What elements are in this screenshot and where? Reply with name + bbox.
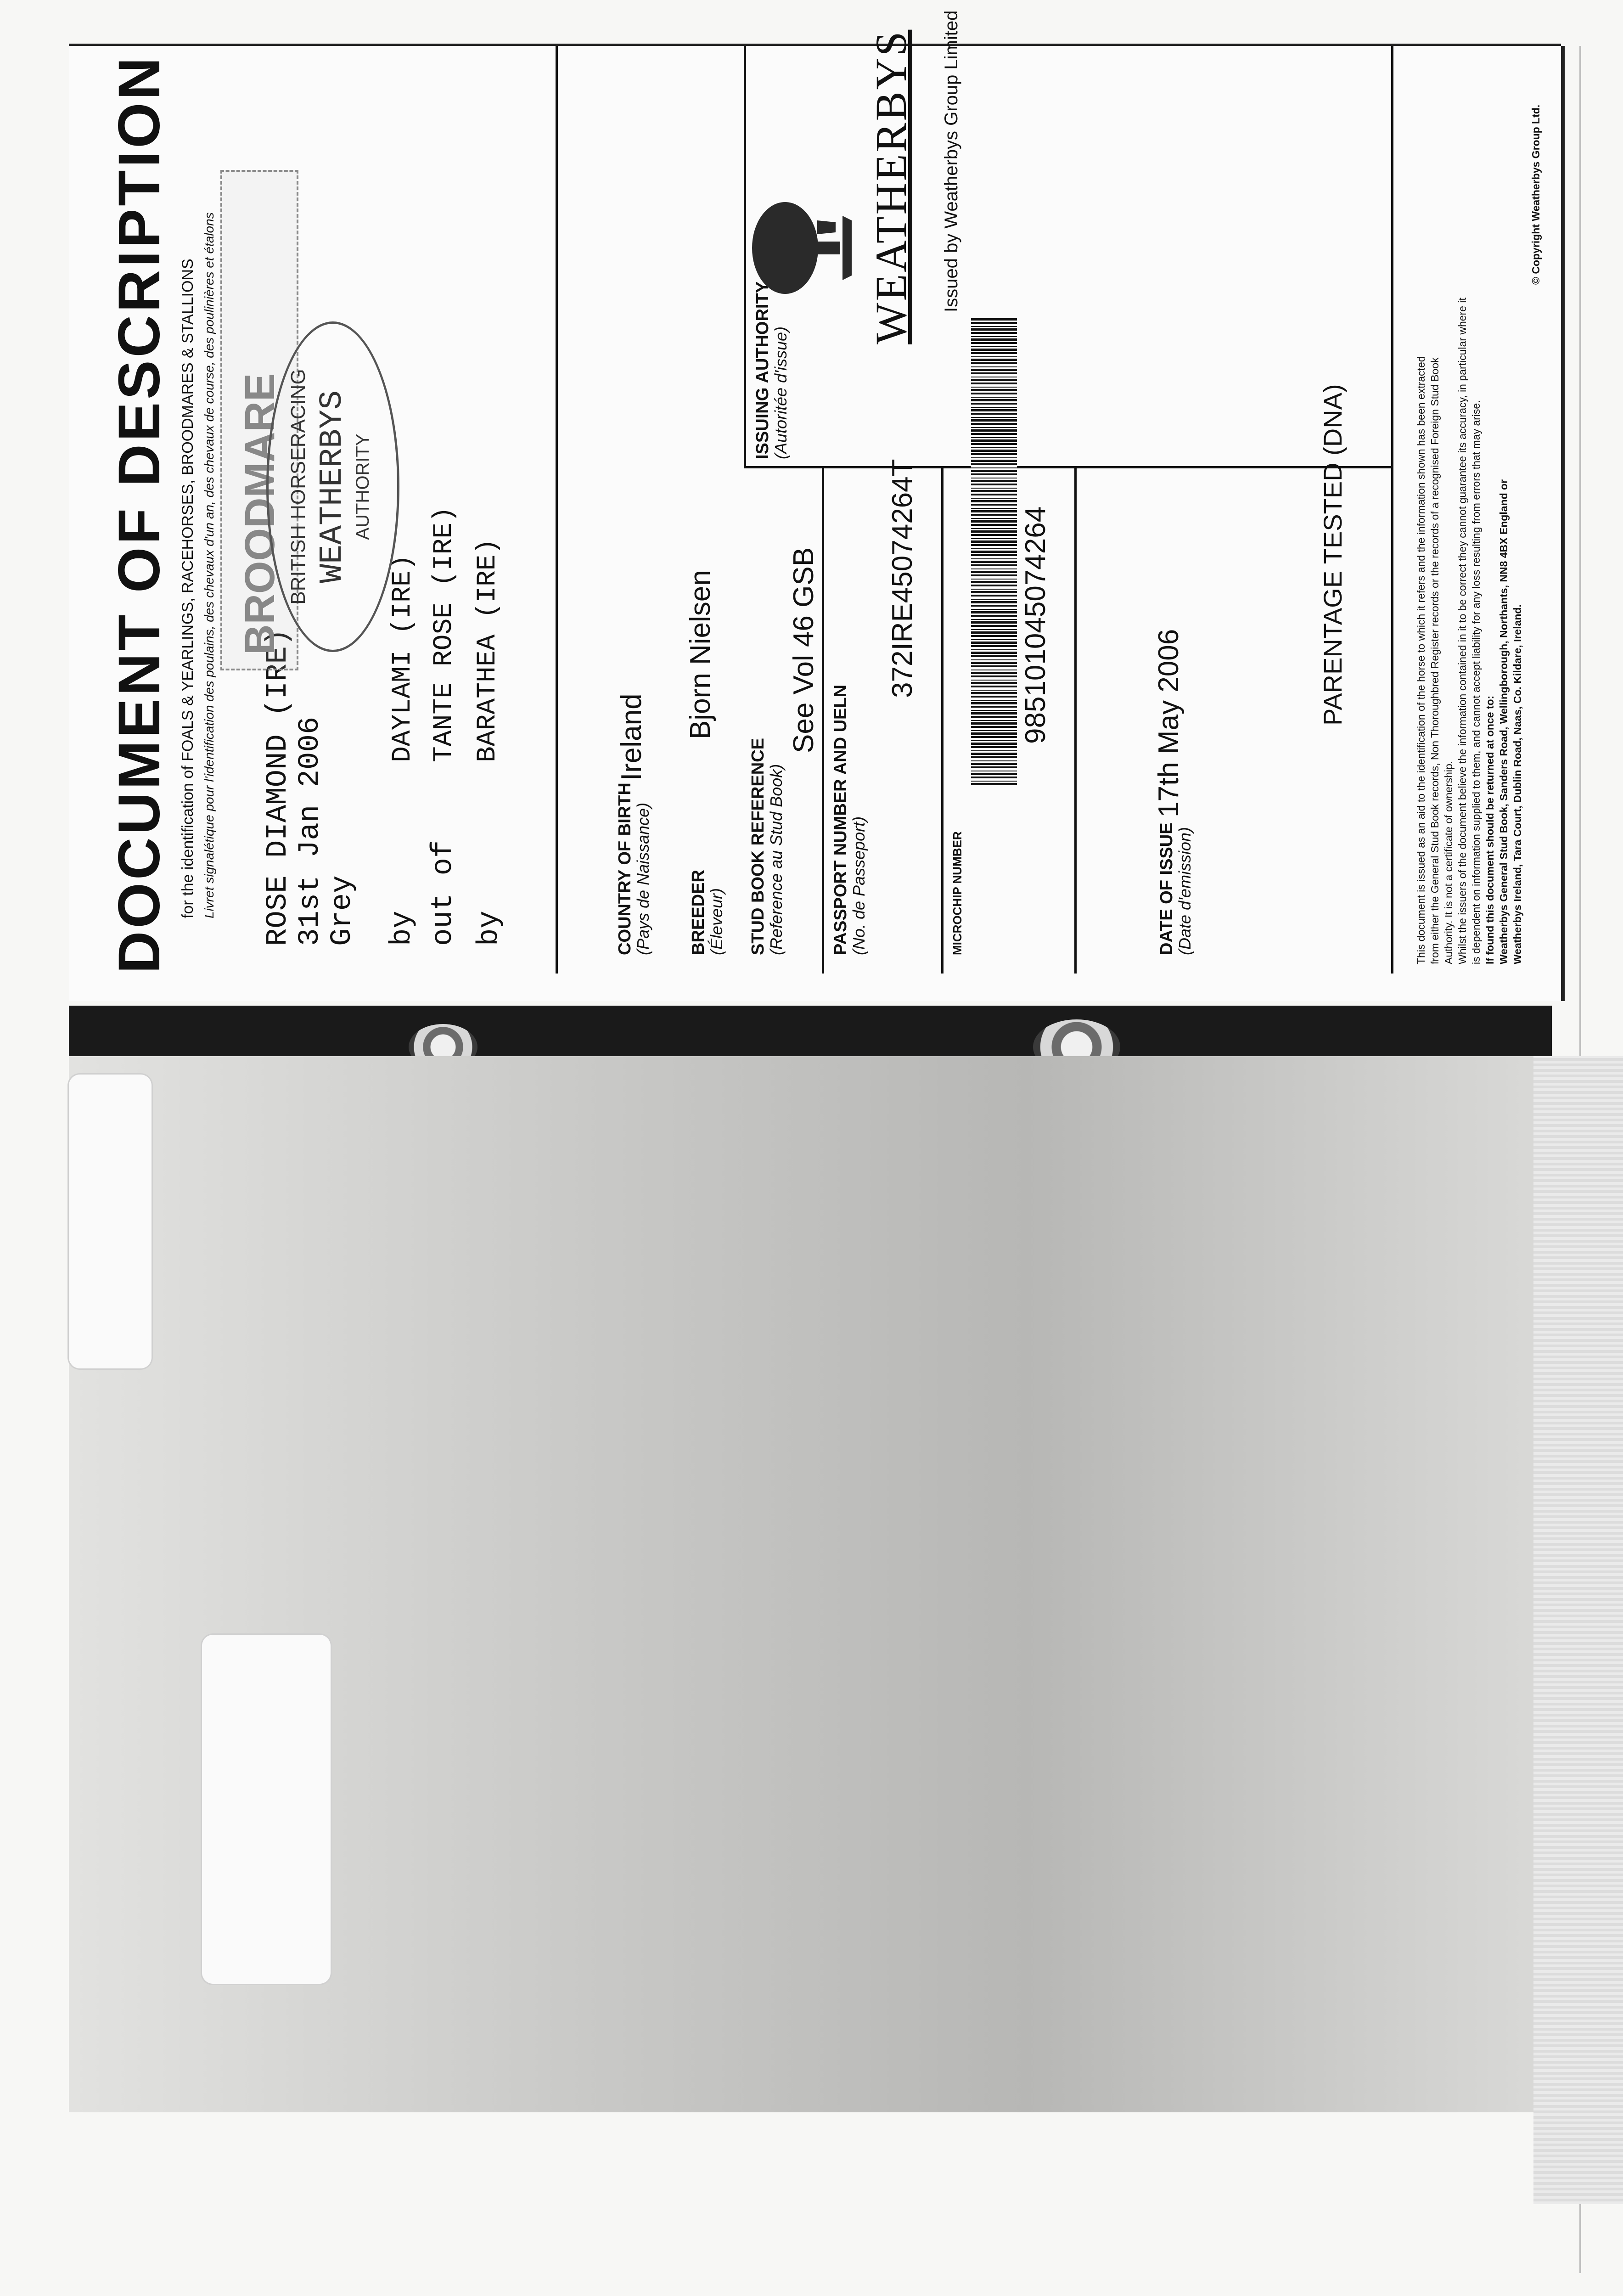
footer-line-6: If found this document should be returned at once to: xyxy=(1484,695,1496,964)
oval-stamp-line3: AUTHORITY xyxy=(353,433,373,540)
footer-line-1: This document is issued as an aid to the identification of the horse to which it refers and the information shown has been extracted xyxy=(1415,356,1427,964)
footer-line-4: Whilst the issuers of the document believe the information contained in it to be correct they cannot guarantee its accuracy, in particular where it xyxy=(1456,298,1468,964)
studbook-label-fr: (Reference au Stud Book) xyxy=(767,764,786,955)
microchip-barcode xyxy=(971,317,1017,785)
dam-name: TANTE ROSE (IRE) xyxy=(429,506,459,762)
authority-label: ISSUING AUTHORITY xyxy=(753,281,772,459)
issue-label-fr: (Date d'emission) xyxy=(1175,827,1194,955)
folder-edge xyxy=(1533,1056,1623,2204)
oval-stamp-line2: WEATHERBYS xyxy=(314,390,351,584)
folder-tab-bottom xyxy=(202,1635,331,1984)
broodmare-stamp: BROODMARE xyxy=(220,170,298,670)
breeder-label-fr: (Éleveur) xyxy=(707,888,726,955)
studbook-label: STUD BOOK REFERENCE xyxy=(748,738,768,955)
authority-value: Issued by Weatherbys Group Limited xyxy=(941,10,961,312)
horse-name: ROSE DIAMOND (IRE) xyxy=(262,628,295,946)
footer-line-2: from either the General Stud Book records, Non Thoroughbred Register records or the records of a recognised Foreign Stud Book xyxy=(1429,357,1441,964)
authority-label-fr: (Autoritée d'issue) xyxy=(771,326,790,459)
breeder-label: BREEDER xyxy=(689,870,708,955)
folder-tab-top xyxy=(69,1075,152,1368)
sire-name: DAYLAMI (IRE) xyxy=(388,554,418,762)
microchip-value: 985101045074264 xyxy=(1020,506,1051,744)
breeder-value: Bjorn Nielsen xyxy=(685,570,716,739)
damsire-name: BARATHEA (IRE) xyxy=(473,538,503,762)
footer-line-3: Authority. It is not a certificate of ownership. xyxy=(1443,760,1455,964)
passport-value: 372IRE45074264T xyxy=(887,459,918,698)
document-content xyxy=(69,10,1561,1001)
issue-value: 17th May 2006 xyxy=(1153,629,1185,817)
footer-copyright: © Copyright Weatherbys Group Ltd. xyxy=(1530,104,1542,285)
divider-footer xyxy=(1391,46,1393,974)
footer-line-8: Weatherbys Ireland, Tara Court, Dublin Road, Naas, Co. Kildare, Ireland. xyxy=(1511,604,1523,964)
country-label-fr: (Pays de Naissance) xyxy=(634,802,652,955)
document-subtitle: for the identification of FOALS & YEARLINGS, RACEHORSES, BROODMARES & STALLIONS xyxy=(179,259,197,918)
document-page xyxy=(69,10,1565,1001)
weatherbys-logo-text: WEATHERBYS xyxy=(866,29,915,344)
divider-top xyxy=(556,46,558,974)
document-title: DOCUMENT OF DESCRIPTION xyxy=(107,54,172,974)
studbook-value: See Vol 46 GSB xyxy=(788,547,820,753)
dam-label: out of xyxy=(427,840,460,946)
country-label: COUNTRY OF BIRTH xyxy=(615,782,635,955)
passport-label: PASSPORT NUMBER AND UELN xyxy=(831,684,850,955)
sire-label: by xyxy=(386,911,419,946)
divider-issue-date xyxy=(1074,468,1077,974)
divider-microchip xyxy=(941,468,943,974)
horse-date-of-birth: 31st Jan 2006 xyxy=(294,716,327,946)
divider-authority xyxy=(744,46,746,468)
weatherbys-tree-icon xyxy=(748,197,854,298)
parentage-tested: PARENTAGE TESTED (DNA) xyxy=(1318,384,1347,726)
country-value: Ireland xyxy=(616,693,647,781)
passport-label-fr: (No. de Passeport) xyxy=(849,816,868,955)
oval-stamp-line1: BRITISH HORSERACING xyxy=(287,369,309,605)
document-subtitle-fr: Livret signalétique pour l'identification des poulains, des chevaux d'un an, des chevaux de course, des poulinières et étalons xyxy=(202,212,216,918)
footer-line-7: Weatherbys General Stud Book, Sanders Road, Wellingborough, Northants, NN8 4BX England or xyxy=(1498,479,1510,964)
authority-oval-stamp xyxy=(266,321,399,652)
microchip-label: MICROCHIP NUMBER xyxy=(950,831,964,955)
issue-label: DATE OF ISSUE xyxy=(1157,822,1176,955)
footer-line-5: is dependent on information supplied to them, and cannot accept liability for any loss resulting from errors that may arise. xyxy=(1470,400,1482,964)
horse-colour: Grey xyxy=(326,875,359,946)
divider-passport xyxy=(822,468,824,974)
damsire-label: by xyxy=(473,911,506,946)
